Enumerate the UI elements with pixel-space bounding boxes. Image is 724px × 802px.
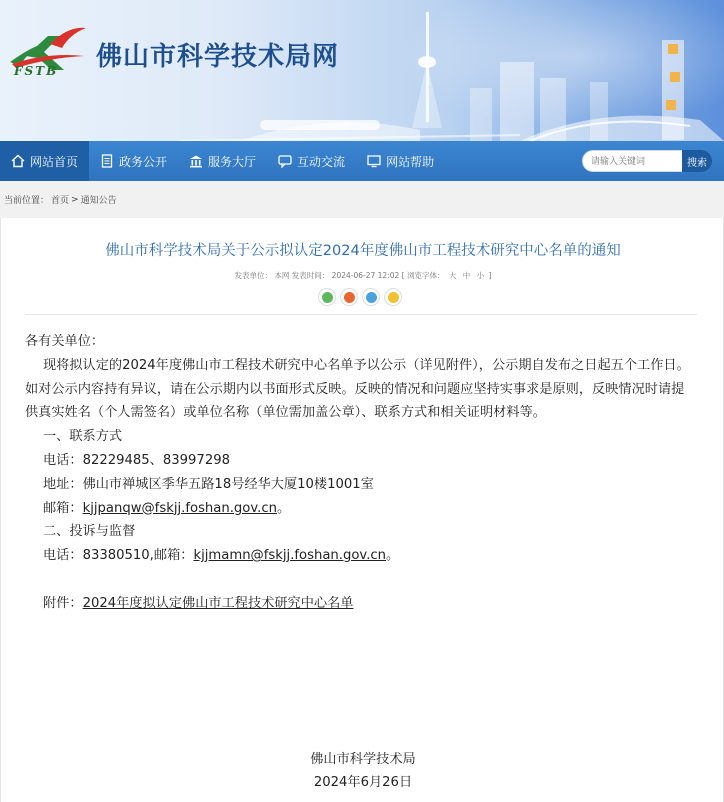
address-label: 地址：	[43, 476, 83, 492]
contact-phone	[25, 449, 697, 473]
signature-organization: 佛山市科学技术局	[310, 752, 416, 767]
email-suffix: 。	[276, 500, 291, 516]
share-qzone-button[interactable]	[384, 288, 402, 306]
wechat-icon	[322, 292, 333, 303]
font-size-small-link[interactable]: 小	[476, 271, 485, 280]
spacer	[25, 568, 697, 592]
article-meta	[1, 270, 724, 281]
attachment-label: 附件：	[43, 595, 83, 611]
address-value: 佛山市禅城区季华五路18号经华大厦10楼1001室	[82, 476, 374, 492]
phone-label: 电话：	[43, 452, 83, 468]
logo-text: FSTB	[14, 64, 59, 78]
font-size-large-link[interactable]: 大	[448, 271, 457, 280]
home-icon	[11, 154, 25, 168]
document-icon	[100, 154, 114, 168]
font-size-medium-link[interactable]: 中	[462, 271, 471, 280]
signature-date: 2024年6月26日	[313, 775, 413, 790]
nav-item-interaction[interactable]	[267, 141, 356, 181]
attachment-link[interactable]: 2024年度拟认定佛山市工程技术研究中心名单	[82, 595, 354, 611]
share-wechat-button[interactable]	[318, 288, 336, 306]
nav-item-help[interactable]	[356, 141, 445, 181]
share-qq-button[interactable]	[362, 288, 380, 306]
share-weibo-button[interactable]	[340, 288, 358, 306]
breadcrumb-separator: >	[71, 194, 79, 205]
header-banner	[0, 0, 724, 141]
phone2-label: 电话：	[43, 548, 83, 564]
chat-icon	[278, 154, 292, 168]
salutation: 各有关单位：	[25, 334, 105, 349]
email-label: 邮箱：	[43, 500, 83, 516]
email2-link[interactable]: kjjmamn@fskjj.foshan.gov.cn	[193, 548, 386, 564]
breadcrumb-prefix: 当前位置：	[4, 196, 50, 206]
phone2-value: 83380510,邮箱：	[82, 548, 194, 564]
qzone-icon	[388, 292, 399, 303]
breadcrumb	[0, 181, 724, 218]
search-box	[582, 150, 712, 172]
nav-item-government-affairs[interactable]	[89, 141, 178, 181]
breadcrumb-home-link[interactable]: 首页	[51, 196, 70, 206]
nav-item-label: 政务公开	[119, 154, 168, 169]
complaint-contact	[25, 544, 697, 568]
nav-item-home[interactable]	[0, 141, 89, 181]
site-title: 佛山市科学技术局网	[96, 42, 340, 72]
monitor-icon	[367, 154, 381, 168]
nav-item-label: 网站帮助	[386, 154, 435, 169]
main-nav	[0, 141, 724, 181]
article-body	[25, 330, 697, 616]
building-icon	[189, 154, 203, 168]
weibo-icon	[344, 292, 355, 303]
nav-item-label: 互动交流	[297, 154, 346, 169]
email2-suffix: 。	[386, 548, 400, 564]
section-contact-title: 一、联系方式	[43, 429, 123, 445]
main-paragraph: 现将拟认定的2024年度佛山市工程技术研究中心名单予以公示（详见附件），公示期自发布之日起五个工作日。如对公示内容持有异议，请在公示期内以书面形式反映。反映的情况和问题应坚持实事求是原则，反映情况时请提供真实姓名（个人需签名）或单位名称（单位需加盖公章）、联系方式和相关证明材料等。	[25, 357, 690, 421]
meta-suffix: ]	[488, 271, 492, 280]
contact-address	[25, 473, 697, 497]
nav-item-service-hall[interactable]	[178, 141, 267, 181]
phone-value: 82229485、83997298	[82, 452, 230, 468]
article-container	[0, 218, 724, 802]
attachment	[25, 592, 697, 616]
qq-icon	[366, 292, 377, 303]
search-button[interactable]: 搜索	[682, 150, 712, 172]
contact-email	[25, 497, 697, 521]
search-input[interactable]	[582, 150, 682, 172]
meta-info: 发表单位： 本网 发表时间： 2024-06-27 12:02 [ 浏览字体：	[234, 271, 445, 280]
nav-item-label: 网站首页	[30, 154, 79, 169]
share-buttons	[318, 288, 402, 306]
email-link[interactable]: kjjpanqw@fskjj.foshan.gov.cn	[82, 500, 277, 516]
title-divider	[25, 314, 697, 315]
breadcrumb-current[interactable]: 通知公告	[80, 196, 117, 206]
section-complaint-title: 二、投诉与监督	[43, 524, 136, 540]
nav-item-label: 服务大厅	[208, 154, 257, 169]
article-title: 佛山市科学技术局关于公示拟认定2024年度佛山市工程技术研究中心名单的通知	[105, 243, 621, 259]
